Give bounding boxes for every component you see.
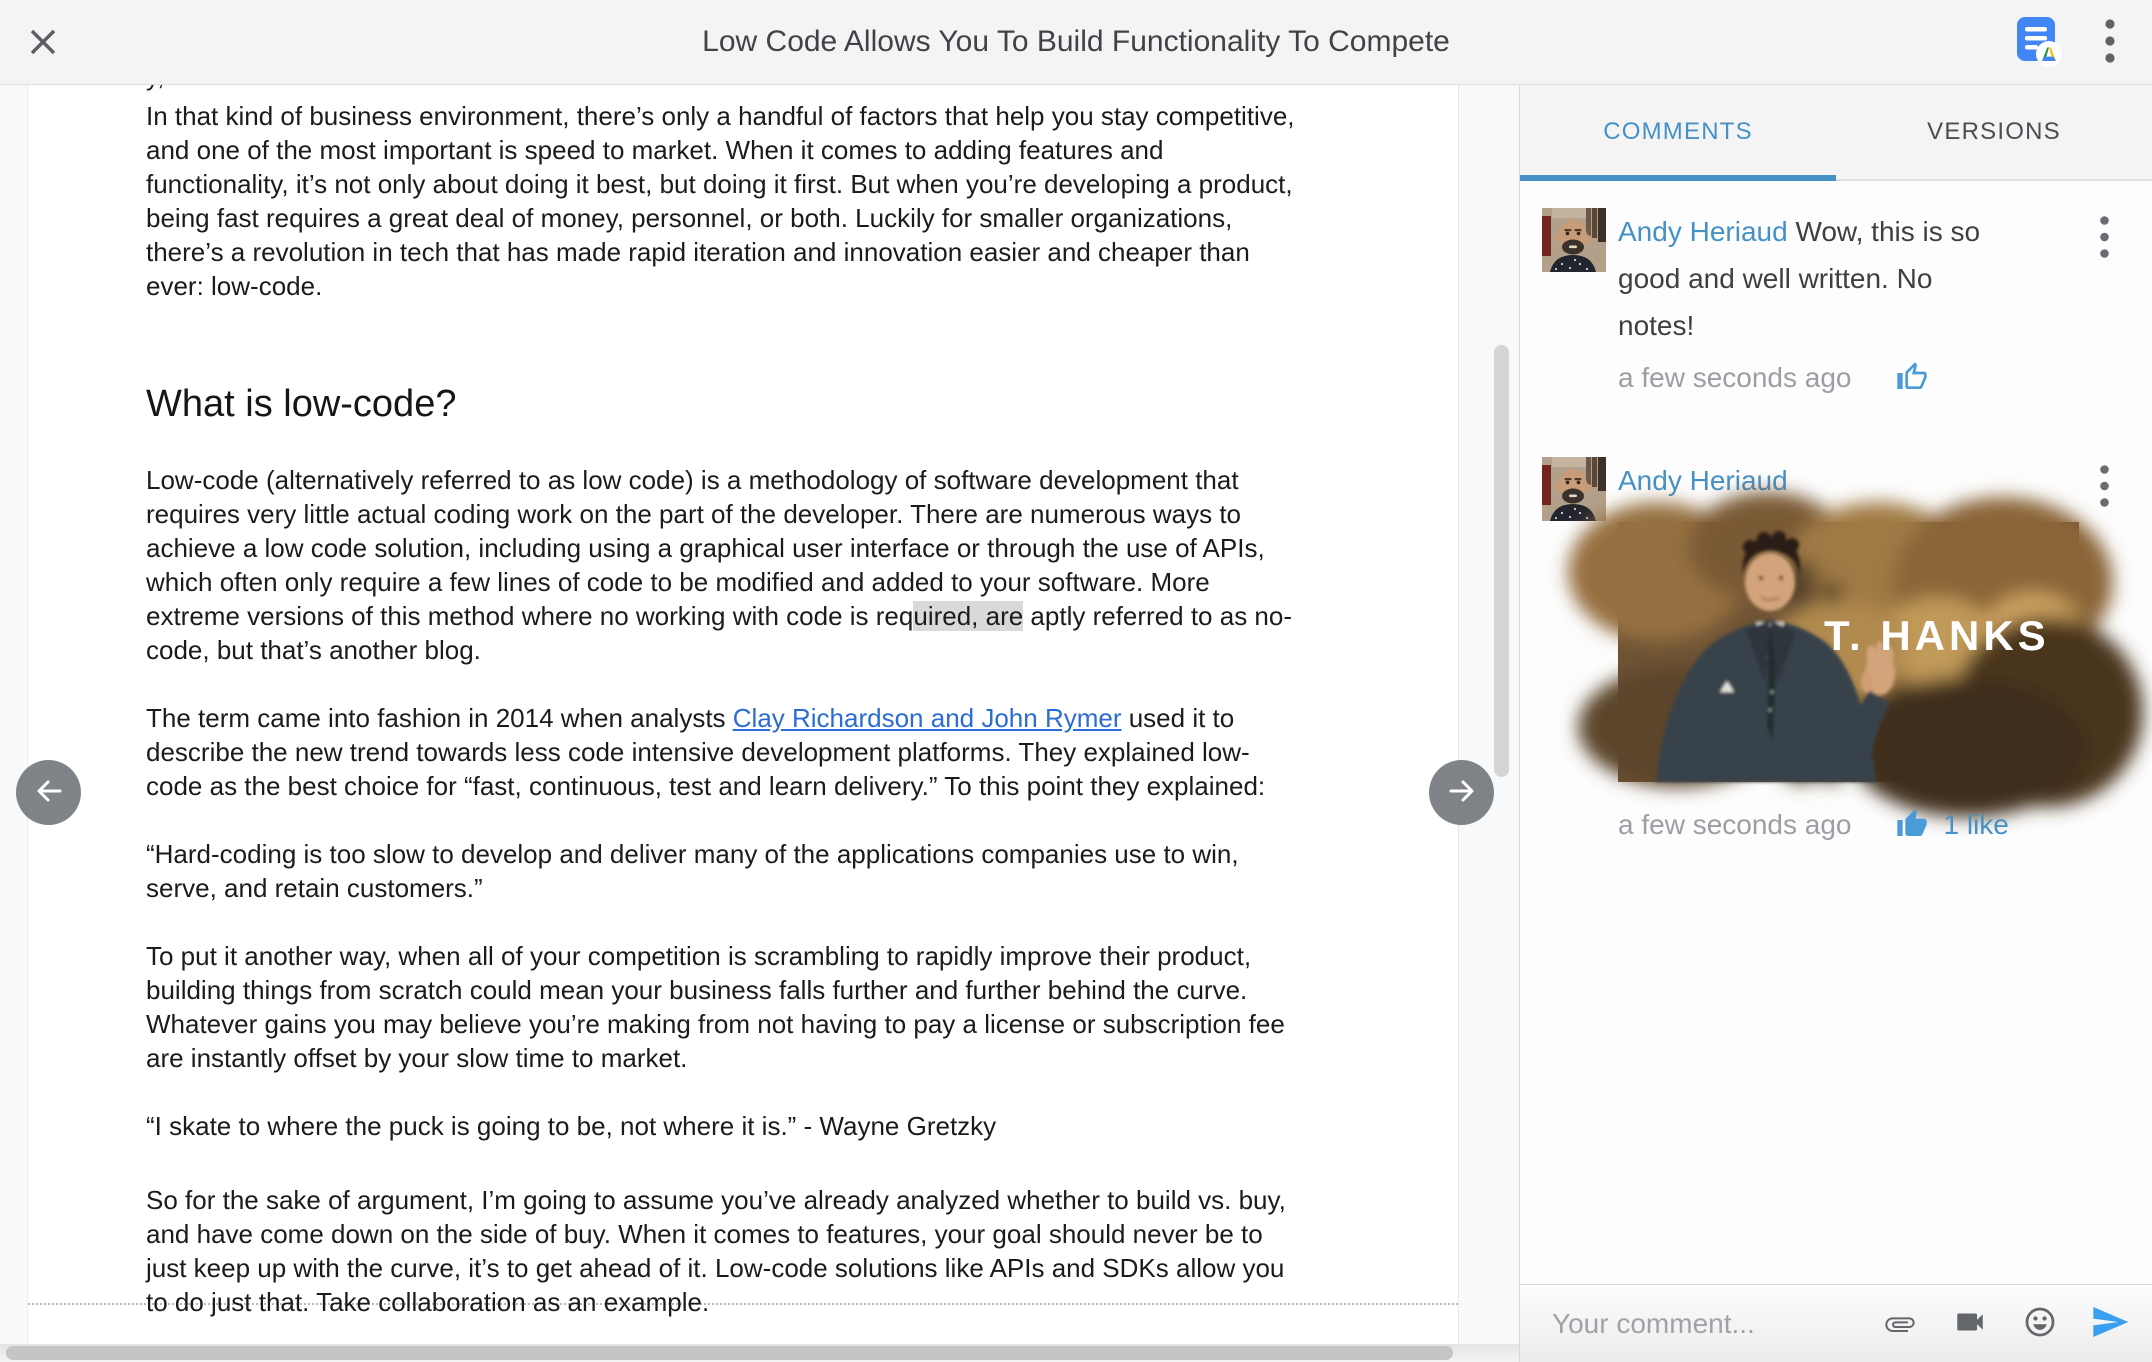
like-count[interactable]: 1 like xyxy=(1943,809,2009,840)
comments-panel xyxy=(1519,85,2152,1362)
comment-input[interactable] xyxy=(1550,1307,1848,1341)
kebab-menu-icon xyxy=(2104,18,2116,67)
doc-hyperlink[interactable]: Clay Richardson and John Rymer xyxy=(732,703,1122,733)
doc-heading: What is low-code? xyxy=(146,383,457,425)
vertical-scrollbar[interactable] xyxy=(1494,345,1509,777)
doc-paragraph: Low-code (alternatively referred to as low code) is a methodology of software development that requires very little actual coding work on the part of the developer. There are numerous ways to achieve a low code solution, including using a graphical user interface or through the use of APIs, which often only require a few lines of code to be modified and added to your software. More extreme versions of this method where no working with code is required, are aptly referred to as no-code, but that’s another blog. xyxy=(146,465,1293,665)
doc-paragraph: “Hard-coding is too slow to develop and deliver many of the applications companies use to win, serve, and retain customers.” xyxy=(146,839,1239,903)
tab-comments[interactable]: COMMENTS xyxy=(1520,85,1836,179)
comment-timestamp: a few seconds ago xyxy=(1618,362,1852,393)
attach-file-button[interactable] xyxy=(1882,1306,1918,1342)
document-page xyxy=(27,85,1459,1344)
comment-item xyxy=(1542,208,2128,395)
horizontal-scrollbar-thumb[interactable] xyxy=(6,1346,1453,1360)
avatar xyxy=(1542,457,1606,521)
thumbs-up-outline-icon xyxy=(1896,361,1928,396)
comment-timestamp: a few seconds ago xyxy=(1618,809,1852,840)
video-camera-icon xyxy=(1953,1305,1987,1342)
text-highlight: uired, are xyxy=(913,601,1024,631)
drive-document-icon xyxy=(2011,56,2065,71)
paperclip-icon xyxy=(1884,1308,1916,1340)
comment-text: Andy Heriaud Wow, this is so good and well written. No notes! xyxy=(1618,216,1981,341)
document-content xyxy=(146,85,1296,1319)
tab-versions[interactable]: VERSIONS xyxy=(1836,85,2152,179)
doc-paragraph: “I skate to where the puck is going to be, not where it is.” - Wayne Gretzky xyxy=(146,1111,997,1141)
toolbar-menu-button[interactable] xyxy=(2088,18,2132,66)
open-in-drive-button[interactable] xyxy=(2010,14,2066,70)
panel-tabs xyxy=(1520,85,2152,181)
close-button[interactable] xyxy=(22,22,64,64)
doc-paragraph: In that kind of business environment, there’s only a handful of factors that help you stay competitive, and one of the most important is speed to market. When it comes to adding features and functionality, it’s not only about doing it best, but doing it first. But when you’re developing a product, being fast requires a great deal of money, personnel, or both. Luckily for smaller organizations, there’s a revolution in tech that has made rapid iteration and innovation easier and cheaper than ever: low-code. xyxy=(146,101,1295,301)
record-video-button[interactable] xyxy=(1952,1306,1988,1342)
send-icon xyxy=(2090,1302,2130,1345)
send-comment-button[interactable] xyxy=(2092,1306,2128,1342)
thumbs-up-filled-icon xyxy=(1896,808,1928,843)
comment-author[interactable]: Andy Heriaud xyxy=(1618,465,1788,496)
gif-caption-text: T. HANKS xyxy=(1824,612,2050,659)
like-button[interactable] xyxy=(1896,808,1930,842)
comment-item xyxy=(1542,457,2128,842)
kebab-menu-icon xyxy=(2099,464,2110,511)
previous-file-button[interactable] xyxy=(16,760,81,825)
kebab-menu-icon xyxy=(2099,215,2110,262)
doc-paragraph: To put it another way, when all of your competition is scrambling to rapidly improve their product, building things from scratch could mean your business falls further and further behind the curve. Whatever gains you may believe you’re making from not having to pay a license or subscription fee are instantly offset by your slow time to market. xyxy=(146,941,1285,1073)
document-viewer xyxy=(0,85,1519,1362)
horizontal-scrollbar-track[interactable] xyxy=(0,1344,1519,1362)
app-toolbar xyxy=(0,0,2152,85)
like-button[interactable] xyxy=(1896,361,1930,395)
doc-paragraph: The term came into fashion in 2014 when analysts Clay Richardson and John Rymer used it to describe the new trend towards less code intensive development platforms. They explained low-code as the best choice for “fast, continuous, test and learn delivery.” To this point they explained: xyxy=(146,703,1266,801)
emoji-button[interactable] xyxy=(2022,1306,2058,1342)
doc-paragraph: So for the sake of argument, I’m going to assume you’ve already analyzed whether to build vs. buy, and have come down on the side of buy. When it comes to features, your goal should never be to just keep up with the curve, it’s to get ahead of it. Low-code solutions like APIs and SDKs allow you to do just that. Take collaboration as an example. xyxy=(146,1185,1286,1317)
page-title: Low Code Allows You To Build Functionality To Compete xyxy=(702,25,1450,58)
comment-menu-button[interactable] xyxy=(2086,461,2122,513)
comment-text xyxy=(1618,457,1998,504)
comments-list xyxy=(1520,181,2152,1282)
next-file-button[interactable] xyxy=(1429,760,1494,825)
comment-menu-button[interactable] xyxy=(2086,212,2122,264)
close-icon xyxy=(27,26,59,61)
avatar xyxy=(1542,208,1606,272)
gif-attachment[interactable] xyxy=(1618,522,2079,782)
arrow-left-icon xyxy=(32,774,66,811)
smiley-icon xyxy=(2023,1305,2057,1342)
comment-composer xyxy=(1520,1284,2152,1362)
arrow-right-icon xyxy=(1445,774,1479,811)
comment-author[interactable]: Andy Heriaud xyxy=(1618,216,1788,247)
